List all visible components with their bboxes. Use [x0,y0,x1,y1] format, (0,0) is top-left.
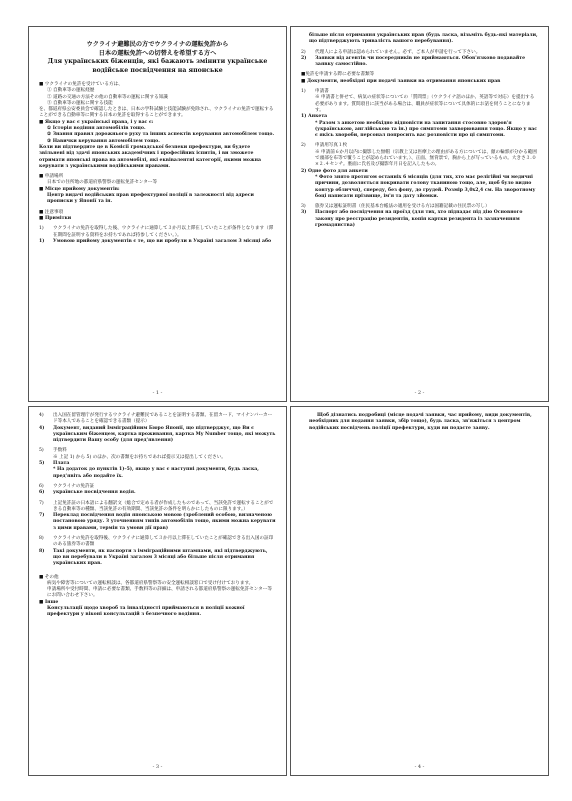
section-heading: ■ ウクライナの免許を受けている方は、 [39,82,123,87]
item-number: 8) [39,548,45,554]
item-number: 3) [301,204,306,210]
paragraph: Щоб дізнатись подробиці (місце подачі заявки, час прийому, види документів, необхідних для подання заявки, збір тощо), будь ласка, зв'яжіться з центром водійських посвідчень поліції префектури, куди ви подаєте заяву. [309,413,532,431]
item-number: 5) [39,461,45,467]
item-text-uk: українське посвідчення водія. [53,490,136,496]
list-item: ① 自動車等の運転経歴 [47,88,95,94]
item-text-uk: * На додаток до пунктів 1)–5), якщо у вас є наступні документи, будь ласка, пред'явіть або подайте їх. [53,467,259,479]
doc-item [39,426,276,445]
item-text-ja: ウクライナの免許証 [53,483,95,489]
item-text-ja: ※ 上記 1) から 5) のほか、次の書類をお持ちであれば提示又は提出してください。 [53,454,226,460]
note-item [39,239,276,245]
title-line-uk-2: водійське посвідчення на японське [92,66,223,74]
page-2 [290,26,549,402]
paragraph: 日本での住所地の都道府県警察の運転免許センター等 [47,180,158,186]
section-heading: ■ 注意事項 [39,209,64,215]
section-heading: ■ Документи, необхідні при подачі заявки на отримання японських прав [301,78,501,84]
title-line-ja-2: 日本の運転免許への切替えを希望する方へ [98,49,217,57]
note-number: 1) [39,238,45,244]
list-item [301,56,538,69]
page-title [39,41,276,75]
section-heading: ■ Місце прийому документів: [39,186,120,192]
note-text-uk: Умовою прийому документів є те, що ви пробули в Україні загалом 3 місяці або [53,238,272,244]
item-text-uk: Переклад посвідчення водія японською мовою (зроблений особою, визначеною постановою уряду. З уточненням типів автомобілів тощо, якими можна керувати з цими правами, термін та умови дії прав) [53,513,276,531]
item-number: 2) [301,49,306,55]
section-heading: ■ Примітки [39,215,72,221]
note-number: 1) [39,226,44,232]
title-line-uk-1: Для українських біженців, які бажають змінити українське [47,58,268,65]
item-text-uk: Документ, виданий Імміграційним Бюро Японії, що підтверджує, що Ви є українським біженцем, картка проживання, картка My Number тощо, які можуть підтвердити Вашу особу (для пред'явлення) [53,425,276,444]
list-item: ③ Навички керування автомобілем тощо. [47,138,160,144]
list-item: ② Знання правил дорожнього руху та інших аспектів керування автомобілем тощо. [47,132,275,138]
section-heading: ■ 申請場所 [39,174,64,180]
item-number: 3) [301,210,307,216]
item-text-uk: Паспорт або посвідчення на проїзд (для тих, хто підпадає під дію Основного закону про реєстрацію резидентів, копія картки резидента із зазначенням громадянства) [315,210,523,229]
doc-item [301,210,538,229]
section-heading: ■ Якщо у вас є українські права, і у вас є: [39,119,154,125]
item-number: 2) [301,55,307,61]
doc-item [39,536,276,549]
item-text-ja: ※ 申請前６か月以内に撮影した無帽（宗教上又は医療上の理由がある方については、顔の輪郭が分かる範囲で頭部を布等で覆うことが認められています。）、正面、無背景で、胸から上が写っているもの。大きさ３.０×２.４センチ。裏面に氏名及び撮影年月日を記入したもの。 [315,149,537,168]
item-number: 7) [39,513,45,519]
doc-item [39,490,276,496]
item-heading: 申請書 [315,89,329,95]
list-item: ② 道路の交通の方法その他の自動車等の運転に関する知識 [47,94,168,100]
note-item [39,226,276,239]
item-number: 4) [39,413,44,418]
item-heading: 申請用写真１枚 [315,143,348,149]
doc-item [39,448,276,454]
section-heading: ■ Інше [39,599,59,605]
item-number: 5) [39,448,44,454]
section-heading: ■ その他 [39,574,59,580]
list-item: ③ 自動車等の運転に関する技能 [47,100,113,106]
item-number: 7) [39,500,44,506]
paragraph: 申請場所や受付時間、申請に必要な書類、手数料等の詳細は、申請される都道府県警察の運転免許センター等にお問い合わせ下さい。 [47,587,272,599]
paragraph: більше після отримання українських прав (будь ласка, візьміть будь-які матеріали, що підтверджують тривалість вашого перебування). [309,33,538,45]
doc-item [39,513,276,532]
paragraph: Коли ви підтвердите це в Комісії громадської безпеки префектури, ви будете звільнені від здачі японських академічних і професійних іспитів, і ви зможете отримати японські права на автомобілі, які еквівалентні категорії, якими можна керувати з українськими водійськими правами. [39,144,261,169]
item-text-ja: 旅券又は運転証明書（住民基本台帳法の適用を受ける方は国籍記載の住民票の写し） [315,204,490,210]
page-number: - 4 - [414,764,425,770]
page-1 [28,26,287,402]
item-text-ja: 手数料 [53,448,67,454]
page-number: - 2 - [414,390,425,396]
item-text-ja: 上記免許証の日本語による翻訳文（総合で定める者が作成したものであって、当該免許で運転することができる自動車等の種類、当該免許の有効期間、当該免許の条件を明らかにしたものに限ります。） [53,500,274,512]
item-number: 6) [39,483,44,489]
item-number: 6) [39,490,45,496]
paragraph: Консультації щодо хвороб та інвалідності приймаються в поліції кожної префектури у віконі консультацій з безпечного водіння. [47,606,245,618]
title-line-ja-1: ウクライナ避難民の方でウクライナの運転免許から [86,41,229,48]
item-text: 代理人による申請は認められていません。必ず、ご本人が申請を行って下さい。 [315,49,481,55]
item-text-uk: * Фото знято протягом останніх 6 місяців (для тих, хто має релігійні чи медичні причини, дозволяється покривати голову тканиною тощо, але, щоб було видно контур обличчя), спереду, без фону, до грудей. Розмір 3,0х2,4 см. На зворотному боці написати прізвище, ім'я та дату зйомки. [315,174,536,199]
item-number: 1) [301,89,306,95]
page-number: - 1 - [152,390,163,396]
list-item: ① Історія водіння автомобілів тощо. [47,126,146,132]
page-4 [290,406,549,776]
doc-item [39,413,276,426]
item-text-uk: * Разом з анкетою необхідно відповісти на запитання стосовно здоров'я (українською, англійською та ін.) про симптоми захворювання тощо. Якщо у вас є якісь хвороби, персонал попросить вас розповісти про ці симптоми. [315,120,538,139]
item-text: Заявки від агентів чи посередників не приймаються. Обов'язково подавайте заявку самостійно. [315,55,525,68]
section-heading: ■免許を申請する際に必要な書類等 [301,72,375,78]
paragraph: Центр видачі водійських прав префектурної поліції в залежності від адреси прописки у Японії та ін. [47,193,254,205]
item-text-ja: 出入国在留管理庁が発行するウクライナ避難民であることを証明する書類、在留カード、マイナンバーカード等本人であることを確認できる書類（提示） [53,413,273,425]
item-number: 8) [39,536,44,542]
doc-item [301,143,538,149]
item-text-ja: ※ 申請書と併せて、病気の症状等についての「質問票」（ウクライナ語のほか、英語等で対応）を提出する必要があります。質問項目に該当がある場合は、職員が症状等について具体的にお話を伺うことになります。 [315,95,535,113]
page-number: - 3 - [152,764,163,770]
item-text-ja: ウクライナの免許を取得後、ウクライナに通算して３か月以上滞在していたことが確認できる出入国の証印のある旅券等の書類 [53,536,274,548]
item-heading: 1) Анкета [301,114,328,120]
doc-item [39,501,276,514]
doc-item [39,549,276,568]
paragraph: 病気や障害等についての運転相談は、各都道府県警察等の安全運転相談窓口で受け付けております。 [47,580,254,586]
item-number: 2) [301,143,306,149]
note-text-ja: ウクライナの免許を取得した後、ウクライナに通算して３か月以上滞在していたことが条件となります（滞在期間を証明する資料をお持ちであれば持参してください。）。 [53,226,274,238]
page-3 [28,406,287,776]
item-number: 4) [39,425,45,431]
item-text-uk: Плата [53,461,70,467]
paragraph: を、都道府県公安委員会で確認したときは、日本の学科試験と技能試験が免除され、ウクライナの免許で運転することができる自動車等に関する日本の免許を取得することができます。 [39,107,274,119]
item-text-uk: Такі документи, як паспорти з імміграційними штампами, які підтверджують, що ви перебували в Україні загалом 3 місяці або більше після отримання українських прав. [53,548,268,567]
item-heading: 2) Одне фото для анкети [301,168,368,174]
